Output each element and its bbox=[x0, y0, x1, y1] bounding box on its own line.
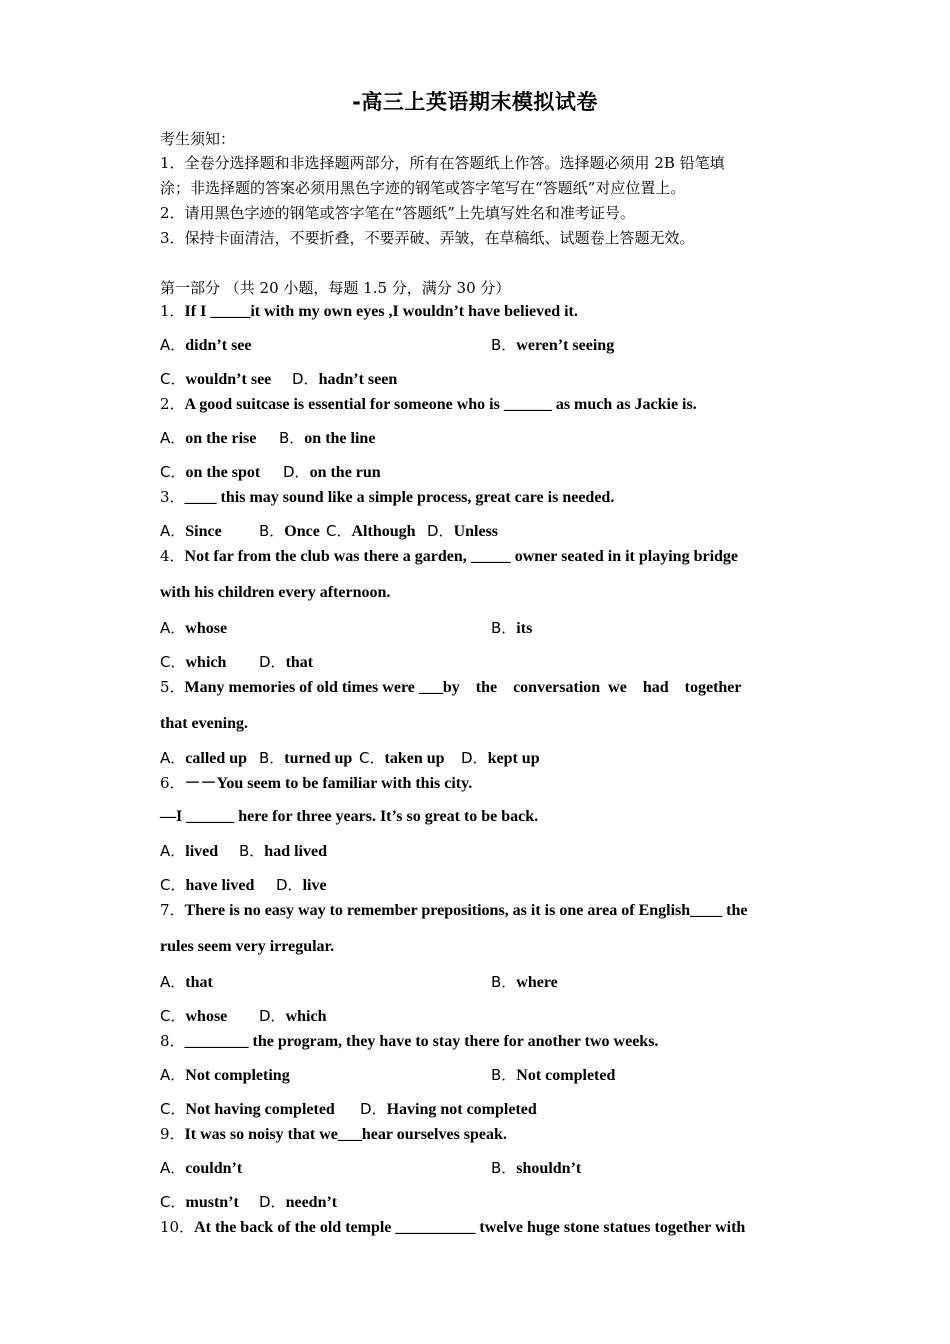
option-c[interactable] bbox=[160, 461, 260, 484]
option-d[interactable] bbox=[461, 747, 540, 770]
option-a[interactable] bbox=[160, 520, 222, 543]
option-label: A． bbox=[160, 1159, 186, 1177]
stem-text: Not far from the club was there a garden, _____ owner seated in it playing bridge bbox=[184, 548, 739, 565]
option-text: Not completed bbox=[516, 1067, 616, 1084]
option-text: couldn’t bbox=[185, 1160, 243, 1177]
option-label: C． bbox=[160, 370, 186, 388]
option-d[interactable] bbox=[259, 1005, 326, 1028]
option-label: C． bbox=[359, 749, 385, 767]
option-c[interactable] bbox=[160, 1005, 227, 1028]
option-label: A． bbox=[160, 842, 186, 860]
option-b[interactable] bbox=[491, 1064, 615, 1087]
option-a[interactable] bbox=[160, 1157, 242, 1180]
option-d[interactable] bbox=[259, 651, 313, 674]
option-text: mustn’t bbox=[185, 1194, 239, 1211]
option-text: taken up bbox=[384, 750, 445, 767]
option-c[interactable] bbox=[160, 368, 271, 391]
option-text: Not having completed bbox=[185, 1101, 335, 1118]
question-stem bbox=[160, 1123, 507, 1146]
question-number: 6． bbox=[160, 774, 185, 792]
option-label: D． bbox=[292, 370, 319, 388]
option-text: Unless bbox=[453, 523, 499, 540]
stem-text: If I _____it with my own eyes ,I wouldn’t have believed it. bbox=[184, 303, 578, 320]
option-d[interactable] bbox=[276, 874, 327, 897]
option-text: whose bbox=[185, 1008, 228, 1025]
option-text: hadn’t seen bbox=[318, 371, 398, 388]
notice-line: 2．请用黑色字迹的钢笔或答字笔在“答题纸”上先填写姓名和准考证号。 bbox=[160, 204, 635, 222]
option-text: kept up bbox=[487, 750, 540, 767]
option-label: D． bbox=[259, 653, 286, 671]
option-text: Once bbox=[284, 523, 320, 540]
option-label: D． bbox=[461, 749, 488, 767]
question-stem bbox=[160, 1030, 658, 1053]
option-label: B． bbox=[259, 749, 285, 767]
option-b[interactable] bbox=[259, 520, 320, 543]
option-text: had lived bbox=[264, 843, 327, 860]
option-text: that bbox=[185, 974, 213, 991]
notice-heading: 考生须知： bbox=[160, 130, 236, 148]
option-label: A． bbox=[160, 973, 186, 991]
option-text: have lived bbox=[185, 877, 255, 894]
option-label: B． bbox=[491, 1066, 517, 1084]
option-c[interactable] bbox=[326, 520, 416, 543]
option-d[interactable] bbox=[427, 520, 498, 543]
option-label: D． bbox=[427, 522, 454, 540]
question-stem bbox=[160, 486, 614, 509]
option-label: B． bbox=[491, 1159, 517, 1177]
option-c[interactable] bbox=[160, 1098, 335, 1121]
option-text: whose bbox=[185, 620, 228, 637]
option-label: D． bbox=[276, 876, 303, 894]
option-b[interactable] bbox=[259, 747, 352, 770]
stem-text: It was so noisy that we___hear ourselves speak. bbox=[184, 1126, 507, 1143]
option-label: B． bbox=[259, 522, 285, 540]
option-text: its bbox=[516, 620, 533, 637]
option-a[interactable] bbox=[160, 1064, 290, 1087]
stem-text: ________ the program, they have to stay there for another two weeks. bbox=[184, 1033, 659, 1050]
option-label: D． bbox=[259, 1193, 286, 1211]
option-label: B． bbox=[239, 842, 265, 860]
option-b[interactable] bbox=[279, 427, 375, 450]
option-c[interactable] bbox=[160, 651, 226, 674]
option-label: C． bbox=[160, 653, 186, 671]
page-title: -高三上英语期末模拟试卷 bbox=[352, 90, 598, 114]
option-b[interactable] bbox=[491, 971, 558, 994]
option-text: Having not completed bbox=[386, 1101, 537, 1118]
option-c[interactable] bbox=[359, 747, 445, 770]
question-stem bbox=[160, 1216, 745, 1239]
notice-line: 涂；非选择题的答案必须用黑色字迹的钢笔或答字笔写在“答题纸”对应位置上。 bbox=[160, 179, 686, 197]
option-a[interactable] bbox=[160, 617, 227, 640]
option-label: D． bbox=[259, 1007, 286, 1025]
option-text: Although bbox=[351, 523, 416, 540]
question-number: 7． bbox=[160, 901, 185, 919]
option-label: B． bbox=[491, 973, 517, 991]
option-label: A． bbox=[160, 522, 186, 540]
option-text: Since bbox=[185, 523, 222, 540]
option-text: shouldn’t bbox=[516, 1160, 582, 1177]
option-b[interactable] bbox=[491, 617, 532, 640]
option-label: C． bbox=[160, 1100, 186, 1118]
option-d[interactable] bbox=[292, 368, 397, 391]
option-label: C． bbox=[160, 876, 186, 894]
option-label: B． bbox=[491, 619, 517, 637]
option-c[interactable] bbox=[160, 874, 254, 897]
question-stem bbox=[160, 772, 472, 795]
option-label: A． bbox=[160, 619, 186, 637]
option-text: didn’t see bbox=[185, 337, 252, 354]
question-number: 2． bbox=[160, 395, 185, 413]
question-number: 3． bbox=[160, 488, 185, 506]
option-text: on the line bbox=[304, 430, 376, 447]
notice-line: 3．保持卡面清洁，不要折叠，不要弄破、弄皱，在草稿纸、试题卷上答题无效。 bbox=[160, 229, 695, 247]
option-text: live bbox=[302, 877, 327, 894]
option-b[interactable] bbox=[491, 1157, 581, 1180]
option-label: C． bbox=[160, 1193, 186, 1211]
question-stem bbox=[160, 545, 738, 568]
option-d[interactable] bbox=[283, 461, 381, 484]
option-a[interactable] bbox=[160, 840, 218, 863]
stem-text: ____ this may sound like a simple process, great care is needed. bbox=[184, 489, 615, 506]
option-a[interactable] bbox=[160, 971, 213, 994]
option-text: needn’t bbox=[285, 1194, 338, 1211]
option-label: A． bbox=[160, 1066, 186, 1084]
option-d[interactable] bbox=[360, 1098, 537, 1121]
question-number: 9． bbox=[160, 1125, 185, 1143]
question-number: 8． bbox=[160, 1032, 185, 1050]
option-text: which bbox=[185, 654, 227, 671]
option-text: weren’t seeing bbox=[516, 337, 615, 354]
option-d[interactable] bbox=[259, 1191, 337, 1214]
option-a[interactable] bbox=[160, 334, 252, 357]
option-text: lived bbox=[185, 843, 219, 860]
option-a[interactable] bbox=[160, 427, 256, 450]
stem-text: There is no easy way to remember prepositions, as it is one area of English____ the bbox=[184, 902, 748, 919]
option-text: that bbox=[285, 654, 314, 671]
question-stem bbox=[160, 300, 578, 323]
question-number: 10． bbox=[160, 1218, 195, 1236]
question-stem-continued: with his children every afternoon. bbox=[160, 584, 391, 601]
stem-text: －－You seem to be familiar with this city. bbox=[184, 775, 473, 792]
option-label: B． bbox=[279, 429, 305, 447]
option-c[interactable] bbox=[160, 1191, 239, 1214]
option-label: B． bbox=[491, 336, 517, 354]
option-text: on the spot bbox=[185, 464, 261, 481]
notice-line: 1．全卷分选择题和非选择题两部分，所有在答题纸上作答。选择题必须用 2B 铅笔填 bbox=[160, 154, 725, 172]
option-label: A． bbox=[160, 749, 186, 767]
question-stem-continued: —I ______ here for three years. It’s so great to be back. bbox=[160, 808, 539, 825]
option-text: on the run bbox=[309, 464, 381, 481]
option-label: D． bbox=[360, 1100, 387, 1118]
option-text: turned up bbox=[284, 750, 353, 767]
option-label: C． bbox=[326, 522, 352, 540]
question-stem bbox=[160, 899, 748, 922]
option-text: on the rise bbox=[185, 430, 257, 447]
question-stem-continued: that evening. bbox=[160, 715, 248, 732]
stem-text: Many memories of old times were ___by the conversation we had together bbox=[184, 679, 742, 696]
option-label: A． bbox=[160, 429, 186, 447]
question-number: 5． bbox=[160, 678, 185, 696]
option-text: wouldn’t see bbox=[185, 371, 272, 388]
section-heading: 第一部分 （共 20 小题，每题 1.5 分，满分 30 分） bbox=[160, 279, 511, 297]
option-label: C． bbox=[160, 463, 186, 481]
stem-text: A good suitcase is essential for someone who is ______ as much as Jackie is. bbox=[184, 396, 697, 413]
option-label: D． bbox=[283, 463, 310, 481]
question-number: 1． bbox=[160, 302, 185, 320]
option-text: called up bbox=[185, 750, 248, 767]
stem-text: At the back of the old temple __________ twelve huge stone statues together with bbox=[194, 1219, 746, 1236]
option-b[interactable] bbox=[239, 840, 327, 863]
option-a[interactable] bbox=[160, 747, 247, 770]
option-text: which bbox=[285, 1008, 327, 1025]
question-stem bbox=[160, 393, 697, 416]
question-stem bbox=[160, 676, 742, 699]
option-text: where bbox=[516, 974, 558, 991]
option-text: Not completing bbox=[185, 1067, 290, 1084]
option-label: C． bbox=[160, 1007, 186, 1025]
option-b[interactable] bbox=[491, 334, 614, 357]
question-stem-continued: rules seem very irregular. bbox=[160, 938, 335, 955]
option-label: A． bbox=[160, 336, 186, 354]
question-number: 4． bbox=[160, 547, 185, 565]
